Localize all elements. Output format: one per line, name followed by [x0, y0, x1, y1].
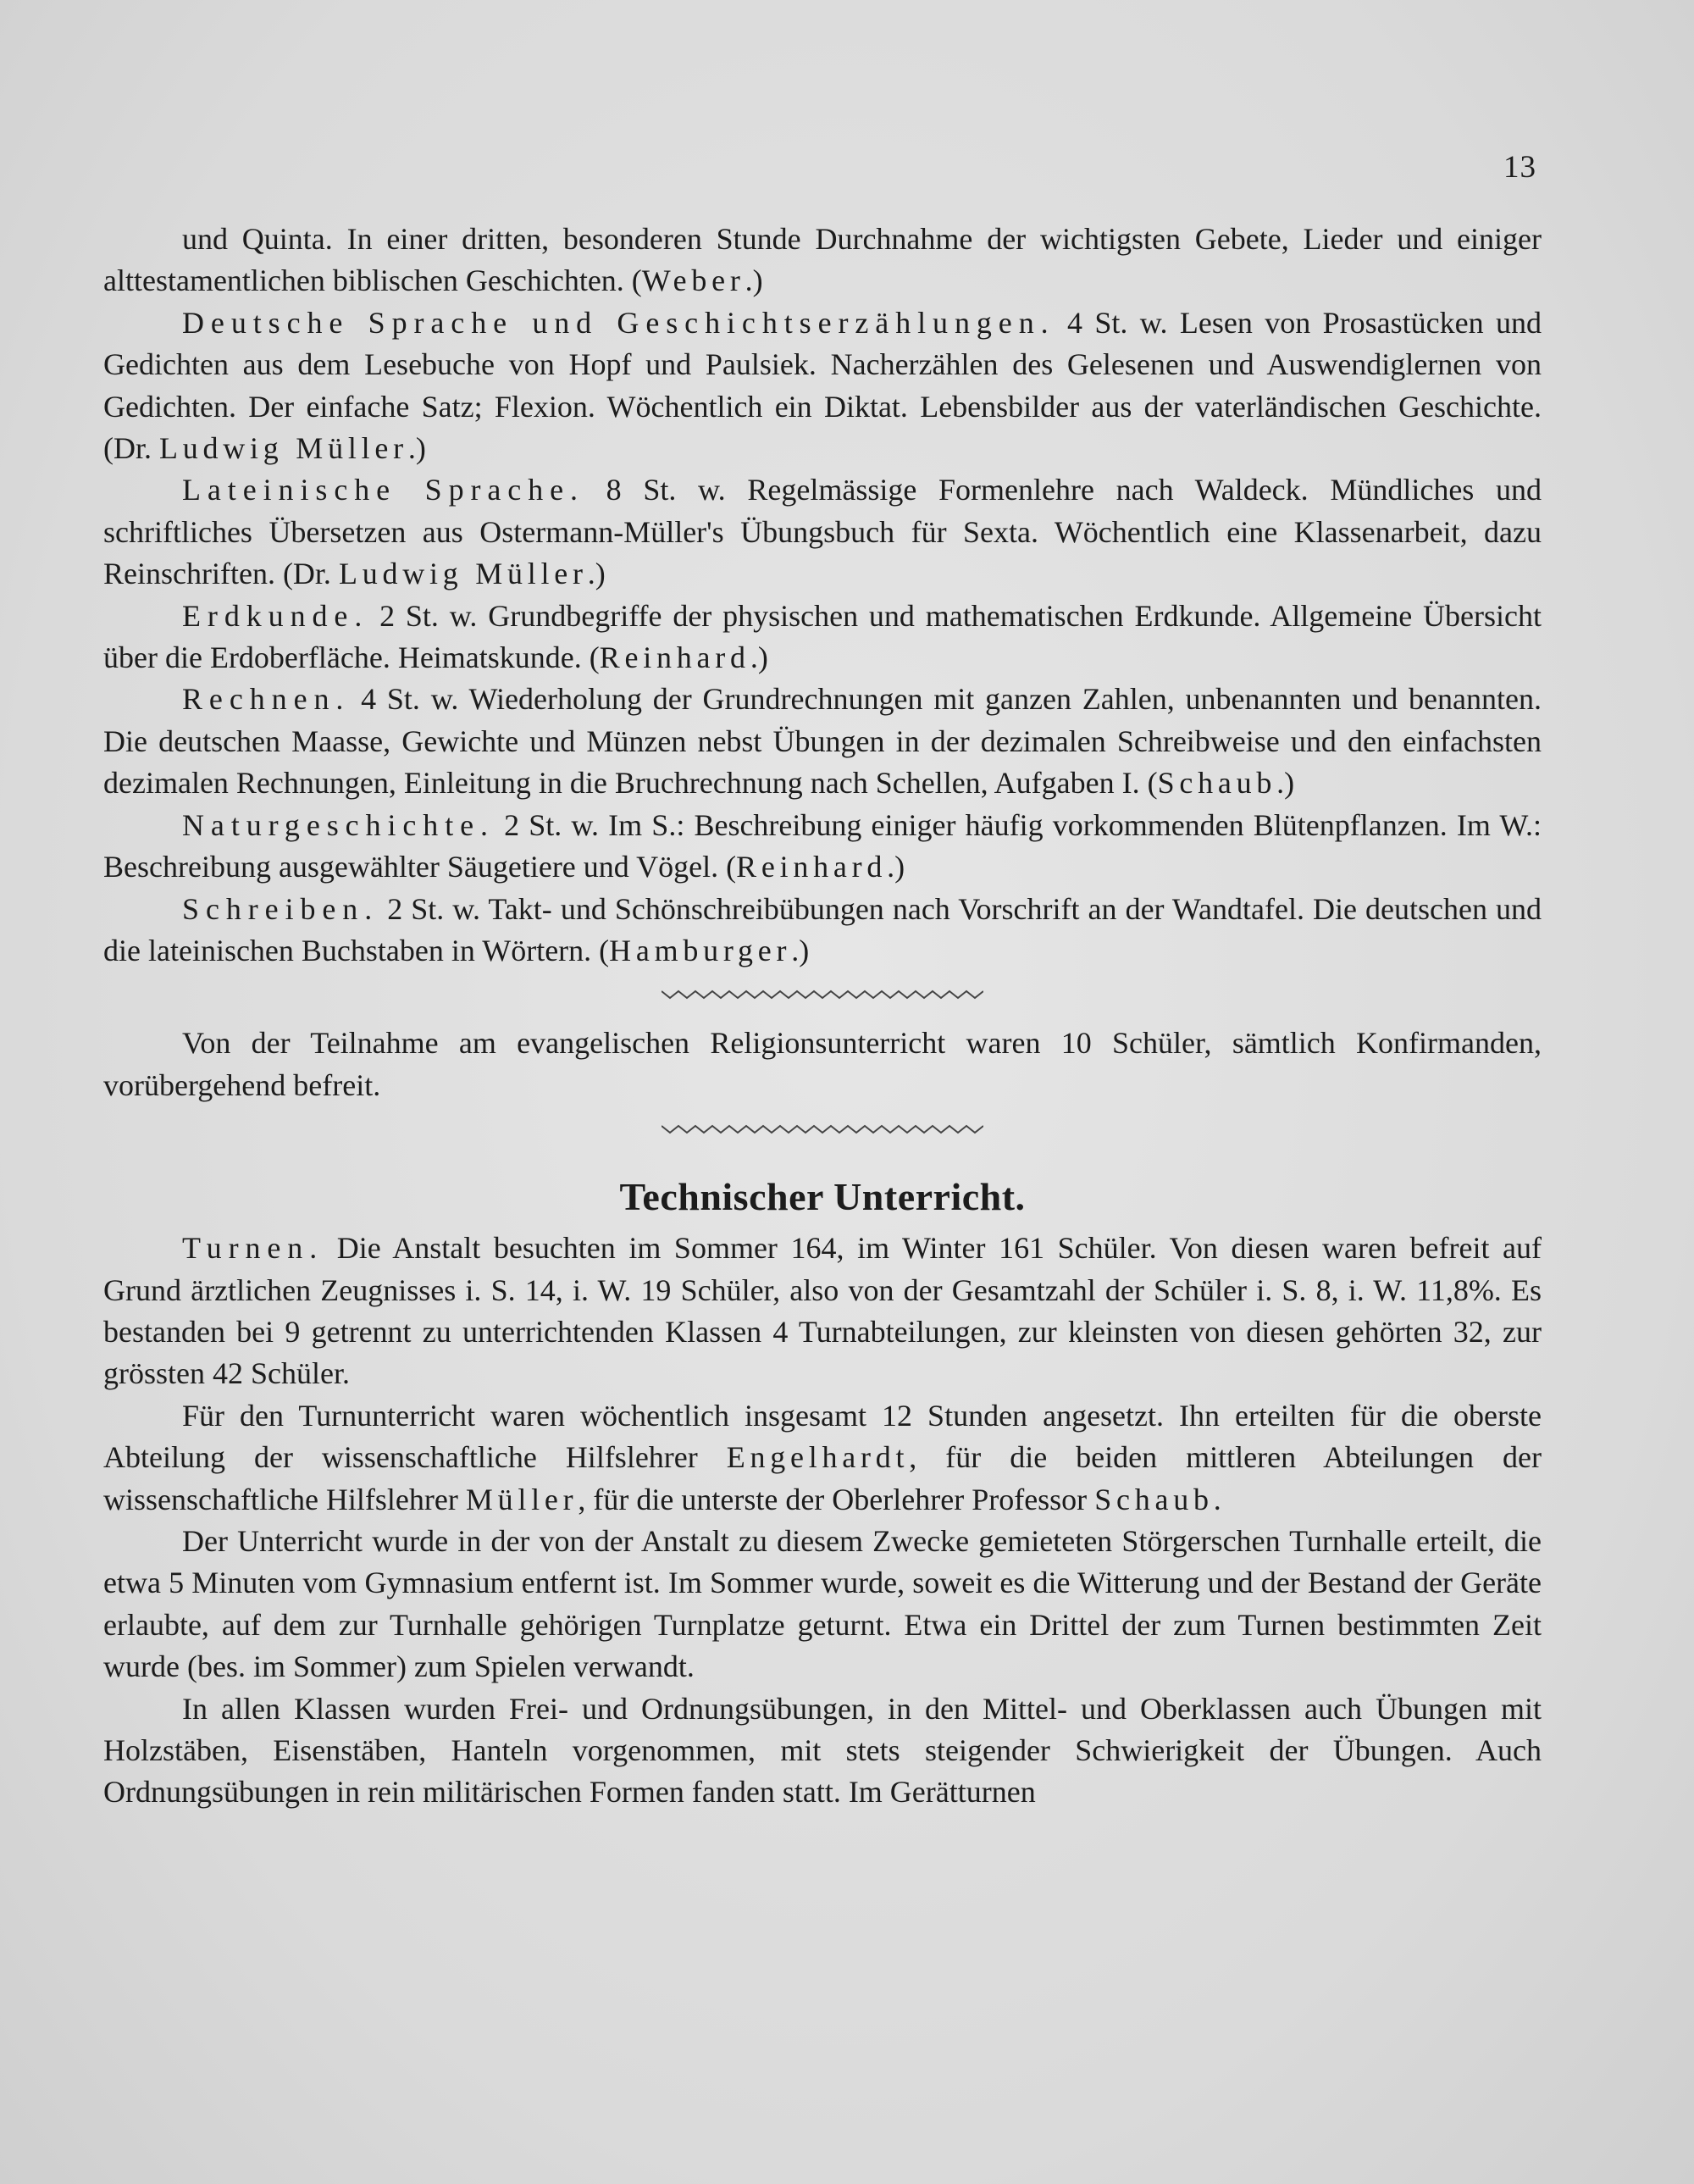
paragraph-text: .)	[407, 431, 426, 466]
paragraph-turnen	[103, 1228, 1542, 1395]
subject-title: Rechnen.	[182, 682, 351, 717]
paragraph-turnhalle	[103, 1521, 1542, 1688]
person-name: Schaub	[1094, 1482, 1214, 1516]
paragraph-text: 4 St. w. Wiederholung der Grundrechnungen mit ganzen Zahlen, unbenannten und benannten. Die deutschen Maasse, Gewichte und Münzen nebst Übungen in der dezimalen Schreibweise und den einfachsten dezimalen Rechnungen, Einleitung in die Bruchrechnung nach Schellen, Aufgaben I. (	[103, 682, 1542, 801]
paragraph-text: Der Unterricht wurde in der von der Anstalt zu diesem Zwecke gemieteten Störgerschen Turnhalle erteilt, die etwa 5 Minuten vom Gymnasium entfernt ist. Im Sommer wurde, soweit es die Witterung und der Bestand der Geräte erlaubte, auf dem zur Turnhalle gehörigen Turnplatze geturnt. Etwa ein Drittel der zum Turnen bestimmten Zeit wurde (bes. im Sommer) zum Spielen verwandt.	[103, 1523, 1542, 1684]
paragraph-text: und Quinta. In einer dritten, besonderen Stunde Durchnahme der wichtigsten Gebete, Lieder und einiger alttestamentlichen biblischen Geschichten. (	[103, 222, 1542, 298]
paragraph-erdkunde	[103, 596, 1542, 679]
page-number: 13	[1503, 150, 1536, 185]
paragraph-text: 8 St. w. Regelmässige Formenlehre nach Waldeck. Mündliches und schriftliches Übersetzen aus Ostermann-Müller's Übungsbuch für Sexta. Wöchentlich eine Klassenarbeit, dazu Reinschriften. (Dr.	[103, 473, 1542, 591]
paragraph-text: .)	[791, 933, 810, 967]
paragraph-text: .	[1213, 1482, 1221, 1516]
person-name: Müller	[465, 1482, 579, 1516]
paragraph-deutsch	[103, 302, 1542, 470]
person-name: Reinhard	[736, 850, 888, 884]
person-name: Schaub	[1157, 766, 1277, 801]
paragraph-text: .)	[887, 850, 905, 884]
paragraph-naturgeschichte	[103, 805, 1542, 889]
technical-paragraphs	[103, 1228, 1542, 1814]
paragraph-turnunterricht	[103, 1395, 1542, 1521]
ornamental-divider	[103, 972, 1542, 1023]
subject-paragraphs	[103, 219, 1542, 972]
paragraph-quinta	[103, 219, 1542, 302]
paragraph-text: .)	[745, 263, 763, 298]
subject-title: Lateinische Sprache.	[182, 473, 584, 507]
paragraph-text: Die Anstalt besuchten im Sommer 164, im Winter 161 Schüler. Von diesen waren befreit auf Grund ärztlichen Zeugnisses i. S. 14, i. W. 19 Schüler, also von der Gesamtzahl der Schüler i. S. 8, i. W. 11,8%. Es bestanden bei 9 getrennt zu unterrichtenden Klassen 4 Turnabteilungen, zur kleinsten von diesen gehörten 32, zur grössten 42 Schüler.	[103, 1231, 1542, 1391]
paragraph-text: , für die unterste der Oberlehrer Professor	[578, 1482, 1095, 1516]
paragraph-text: In allen Klassen wurden Frei- und Ordnungsübungen, in den Mittel- und Oberklassen auch Übungen mit Holzstäben, Eisenstäben, Hanteln vorgenommen, mit stets steigender Schwierigkeit der Übungen. Auch Ordnungsübungen in rein militärischen Formen fanden statt. Im Gerätturnen	[103, 1691, 1542, 1810]
person-name: Hamburger	[609, 933, 792, 967]
paragraph-text: 2 St. w. Grundbegriffe der physischen und mathematischen Erdkunde. Allgemeine Übersicht über die Erdoberfläche. Heimatskunde. (	[103, 598, 1542, 675]
person-name: Engelhardt	[726, 1440, 910, 1475]
text-body	[103, 219, 1542, 1814]
paragraph-text: .)	[587, 557, 606, 591]
subject-title: Schreiben.	[182, 891, 379, 926]
paragraph-text: 2 St. w. Im S.: Beschreibung einiger häufig vorkommenden Blütenpflanzen. Im W.: Beschreibung ausgewählter Säugetiere und Vögel. (	[103, 807, 1542, 884]
section-heading: Technischer Unterricht.	[619, 1175, 1026, 1219]
subject-title: Turnen.	[182, 1231, 324, 1266]
paragraph-text: 4 St. w. Lesen von Prosastücken und Gedichten aus dem Lesebuche von Hopf und Paulsiek. Nacherzählen des Gelesenen und Auswendiglernen von Gedichten. Der einfache Satz; Flexion. Wöchentlich ein Diktat. Lebensbilder aus der vaterländischen Geschichte. (Dr.	[103, 305, 1542, 466]
religion-exemption-note: Von der Teilnahme am evangelischen Religionsunterricht waren 10 Schüler, sämtlich Konfirmanden, vorübergehend befreit.	[103, 1026, 1542, 1102]
person-name: Ludwig Müller	[159, 431, 408, 466]
subject-title: Naturgeschichte.	[182, 807, 495, 842]
person-name: Reinhard	[599, 640, 750, 675]
person-name: Weber	[641, 263, 745, 298]
paragraph-text: .)	[1276, 766, 1295, 801]
paragraph-rechnen	[103, 679, 1542, 804]
paragraph-text: Für den Turnunterricht waren wöchentlich insgesamt 12 Stunden angesetzt. Ihn erteilten für die oberste Abteilung der wissenschaftliche Hilfslehrer	[103, 1398, 1542, 1475]
subject-title: Erdkunde.	[182, 598, 369, 633]
person-name: Ludwig Müller	[338, 557, 588, 591]
paragraph-uebungen	[103, 1688, 1542, 1814]
paragraph-schreiben	[103, 889, 1542, 973]
paragraph-text: , für die beiden mittleren Abteilungen der wissenschaftliche Hilfslehrer	[103, 1440, 1542, 1516]
ornamental-divider	[103, 1106, 1542, 1157]
paragraph-text: 2 St. w. Takt- und Schönschreibübungen nach Vorschrift an der Wandtafel. Die deutschen und die lateinischen Buchstaben in Wörtern. (	[103, 891, 1542, 967]
paragraph-text: .)	[750, 640, 768, 675]
subject-title: Deutsche Sprache und Geschichtserzählungen.	[182, 305, 1055, 340]
paragraph-latein	[103, 469, 1542, 595]
